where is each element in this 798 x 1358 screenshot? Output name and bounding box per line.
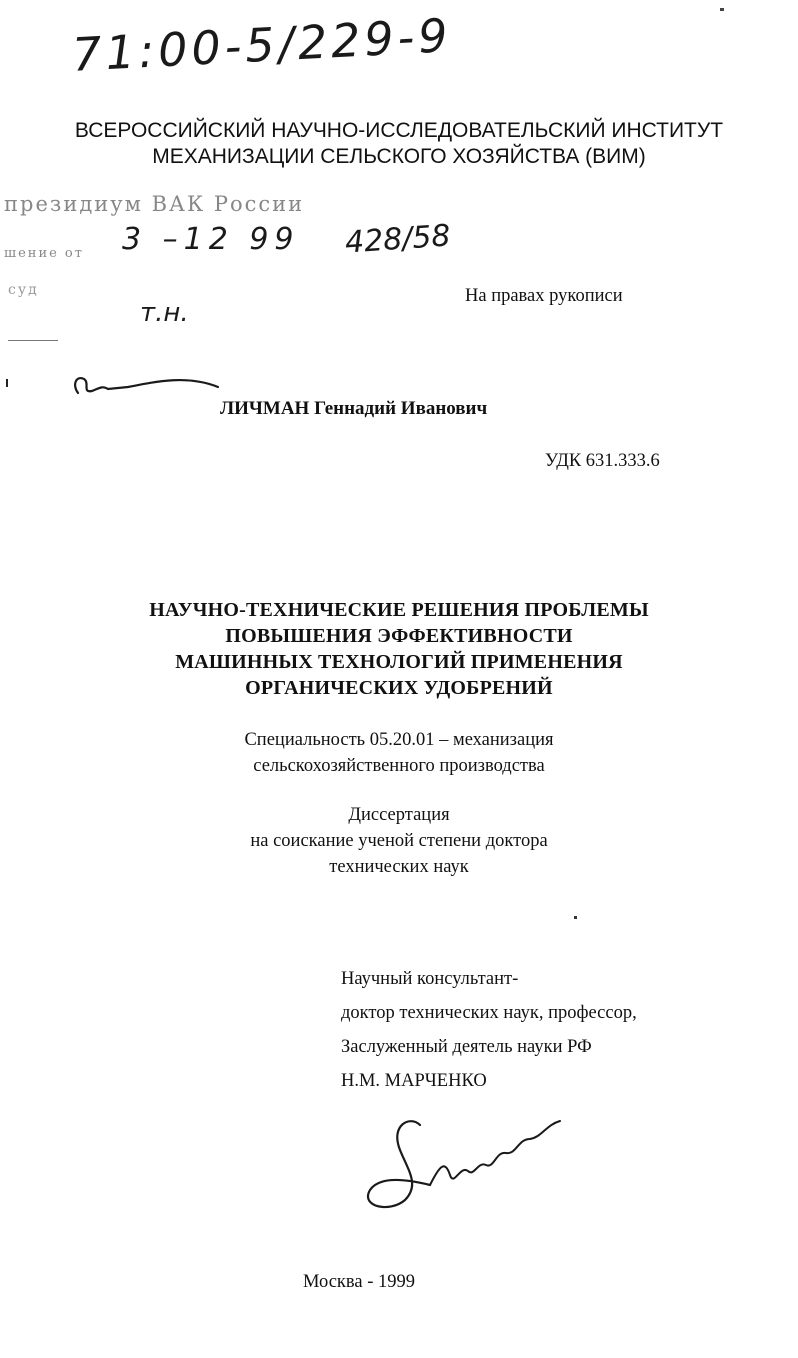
stamp-line-2-prefix: шение от — [4, 246, 84, 261]
degree-line-1: Диссертация — [348, 805, 450, 825]
consultant-name: Н.М. МАРЧЕНКО — [341, 1071, 487, 1091]
institute-line-1: ВСЕРОССИЙСКИЙ НАУЧНО-ИССЛЕДОВАТЕЛЬСКИЙ ИНСТИТУТ — [74, 119, 724, 142]
specialty-block — [0, 727, 798, 779]
consultant-line-1: Научный консультант- — [341, 969, 519, 989]
author-name: ЛИЧМАН Геннадий Иванович — [220, 398, 488, 419]
title-line-1: НАУЧНО-ТЕХНИЧЕСКИЕ РЕШЕНИЯ ПРОБЛЕМЫ — [149, 599, 649, 621]
stamp-dash — [8, 340, 58, 341]
stamp-line-1: президиум ВАК России — [4, 192, 305, 216]
specialty-line-2: сельскохозяйственного производства — [253, 756, 545, 776]
archive-number: 71:00-5/229-9 — [70, 8, 453, 82]
specialty-line-1: Специальность 05.20.01 – механизация — [244, 730, 554, 750]
handwritten-date: 3 –12 99 — [122, 222, 300, 257]
institute-line-2: МЕХАНИЗАЦИИ СЕЛЬСКОГО ХОЗЯЙСТВА (ВИМ) — [152, 145, 646, 168]
manuscript-rights: На правах рукописи — [465, 286, 623, 306]
consultant-block — [341, 962, 637, 1098]
left-margin-tick — [6, 379, 8, 387]
stray-dot — [574, 916, 577, 919]
handwritten-degree: т.н. — [140, 298, 189, 328]
degree-block — [0, 802, 798, 880]
consultant-signature — [350, 1095, 590, 1225]
stamp-line-3-prefix: суд — [8, 282, 39, 298]
degree-line-2: на соискание ученой степени доктора — [250, 831, 548, 851]
place-year: Москва - 1999 — [303, 1272, 416, 1292]
handwritten-number: 428/58 — [343, 218, 452, 261]
corner-mark — [720, 8, 724, 11]
consultant-line-3: Заслуженный деятель науки РФ — [341, 1037, 592, 1057]
consultant-line-2: доктор технических наук, профессор, — [341, 1003, 637, 1023]
dissertation-title — [0, 597, 798, 701]
title-line-3: МАШИННЫХ ТЕХНОЛОГИЙ ПРИМЕНЕНИЯ — [175, 651, 623, 673]
degree-line-3: технических наук — [329, 857, 469, 877]
institute-header — [0, 118, 798, 170]
title-line-4: ОРГАНИЧЕСКИХ УДОБРЕНИЙ — [245, 677, 553, 699]
title-line-2: ПОВЫШЕНИЯ ЭФФЕКТИВНОСТИ — [225, 625, 573, 647]
udc-code: УДК 631.333.6 — [545, 451, 660, 471]
